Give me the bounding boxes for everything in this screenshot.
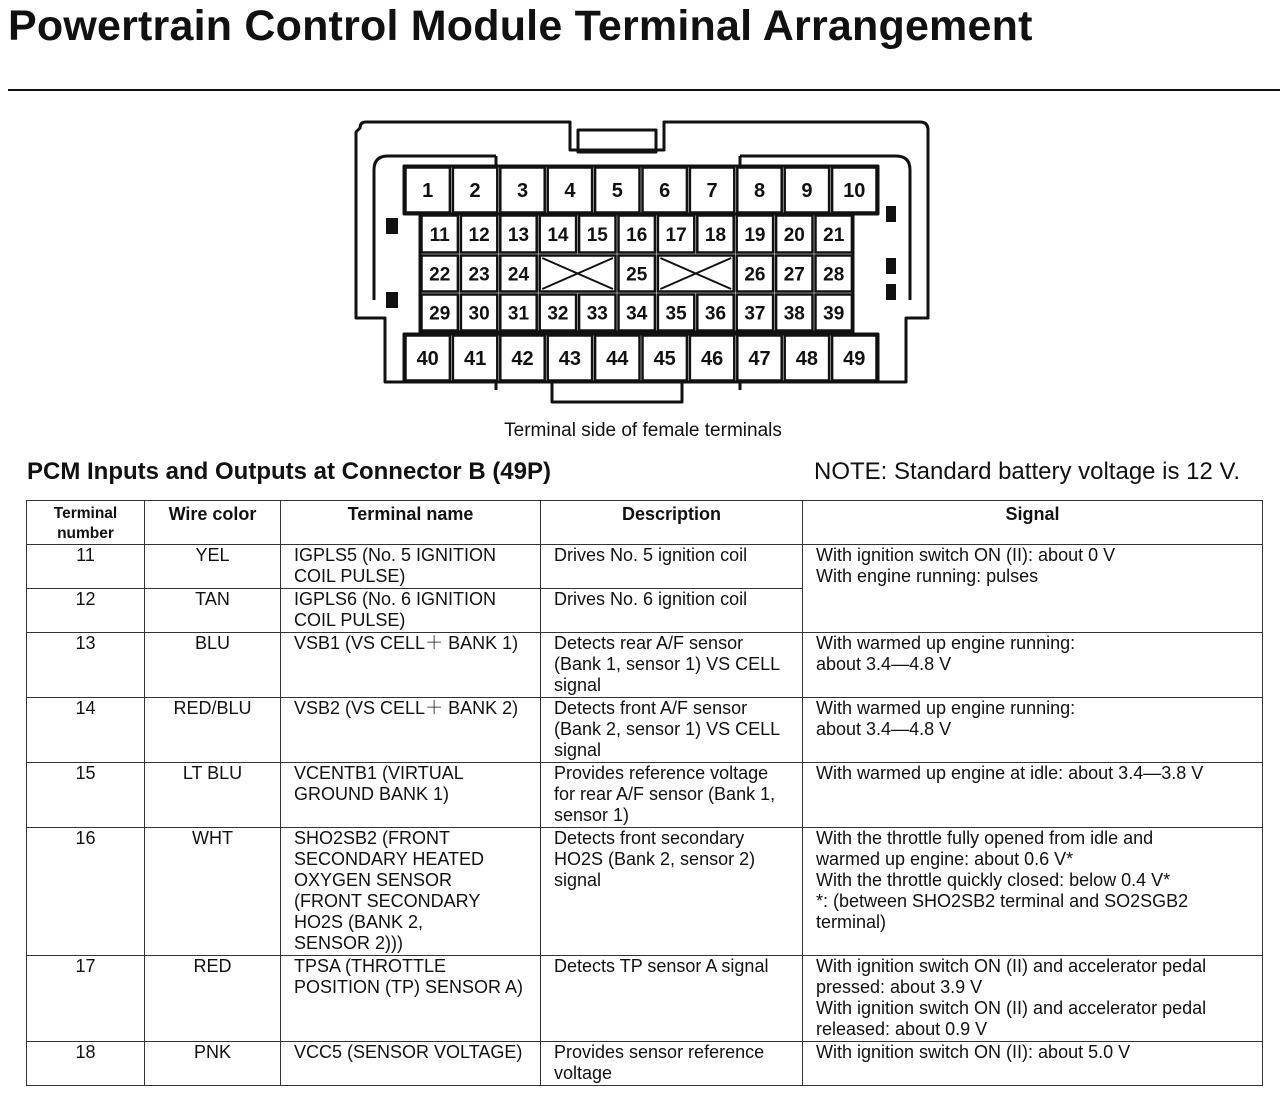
terminal-name: IGPLS6 (No. 6 IGNITION COIL PULSE) (281, 589, 541, 633)
table-row (27, 1042, 1263, 1086)
signal: With warmed up engine running: about 3.4—4.8 V (803, 633, 1263, 698)
terminal-number: 16 (27, 828, 145, 956)
wire-color: LT BLU (145, 763, 281, 828)
terminal-label: 41 (463, 348, 487, 371)
wire-color: BLU (145, 633, 281, 698)
terminal-name: IGPLS5 (No. 5 IGNITION COIL PULSE) (281, 545, 541, 589)
terminal-label: 25 (626, 264, 648, 286)
description: Detects front secondary HO2S (Bank 2, sensor 2) signal (541, 828, 803, 956)
terminal-number: 13 (27, 633, 145, 698)
terminal-label: 43 (558, 348, 582, 371)
terminal-label: 39 (823, 303, 845, 325)
terminal-label: 30 (468, 303, 490, 325)
table-row (27, 763, 1263, 828)
terminal-label: 9 (801, 180, 813, 203)
terminal-label: 38 (783, 303, 805, 325)
terminal-label: 13 (507, 224, 530, 246)
connector-caption: Terminal side of female terminals (504, 420, 782, 441)
terminal-label: 22 (429, 264, 451, 286)
terminal-label: 3 (516, 180, 529, 203)
terminal-label: 16 (626, 224, 648, 246)
terminal-label: 10 (843, 180, 866, 203)
terminal-label: 23 (468, 264, 490, 286)
table-row (27, 698, 1263, 763)
signal: With ignition switch ON (II) and accelerator pedal pressed: about 3.9 V With ignition switch ON (II) and accelerator pedal released: about 0.9 V (803, 956, 1263, 1042)
terminal-label: 12 (468, 224, 490, 246)
wire-color: RED (145, 956, 281, 1042)
signal: With warmed up engine at idle: about 3.4—3.8 V (803, 763, 1263, 828)
terminal-label: 11 (429, 224, 450, 246)
header-terminal-name: Terminal name (281, 501, 541, 545)
wire-color: TAN (145, 589, 281, 633)
table-row (27, 545, 1263, 589)
terminal-label: 20 (783, 224, 805, 246)
terminal-label: 6 (659, 180, 671, 203)
terminal-label: 44 (606, 348, 629, 371)
terminal-number: 14 (27, 698, 145, 763)
signal: With ignition switch ON (II): about 0 V With engine running: pulses (803, 545, 1263, 633)
terminal-name: TPSA (THROTTLE POSITION (TP) SENSOR A) (281, 956, 541, 1042)
terminal-label: 48 (795, 348, 819, 371)
terminal-number: 17 (27, 956, 145, 1042)
terminal-label: 27 (783, 264, 805, 286)
terminal-label: 15 (586, 224, 608, 246)
terminal-label: 35 (665, 303, 687, 325)
terminal-label: 37 (744, 303, 766, 325)
terminal-label: 17 (665, 224, 687, 246)
terminal-label: 40 (416, 348, 439, 371)
terminal-number: 11 (27, 545, 145, 589)
terminal-label: 18 (704, 224, 727, 246)
terminal-label: 49 (843, 348, 866, 371)
table-header-row (27, 501, 1263, 545)
terminal-label: 33 (586, 303, 608, 325)
terminal-label: 21 (823, 224, 845, 246)
terminal-label: 26 (744, 264, 766, 286)
signal: With the throttle fully opened from idle and warmed up engine: about 0.6 V* With the throttle quickly closed: below 0.4 V* *: (between SHO2SB2 terminal and SO2SGB2 terminal) (803, 828, 1263, 956)
header-wire-color: Wire color (145, 501, 281, 545)
signal: With warmed up engine running: about 3.4—4.8 V (803, 698, 1263, 763)
terminal-name: SHO2SB2 (FRONT SECONDARY HEATED OXYGEN SENSOR (FRONT SECONDARY HO2S (BANK 2, SENSOR 2))) (281, 828, 541, 956)
terminal-name: VCC5 (SENSOR VOLTAGE) (281, 1042, 541, 1086)
description: Drives No. 5 ignition coil (541, 545, 803, 589)
wire-color: PNK (145, 1042, 281, 1086)
table-row (27, 956, 1263, 1042)
wire-color: WHT (145, 828, 281, 956)
connector-diagram (0, 0, 1286, 420)
table-row (27, 828, 1263, 956)
terminal-cells (406, 168, 877, 381)
terminal-label: 7 (706, 180, 718, 203)
terminal-label: 47 (748, 348, 771, 371)
header-terminal-number: Terminal number (27, 501, 145, 545)
description: Detects TP sensor A signal (541, 956, 803, 1042)
section-title: PCM Inputs and Outputs at Connector B (49P) (27, 458, 552, 485)
voltage-note: NOTE: Standard battery voltage is 12 V. (814, 458, 1241, 485)
terminal-number: 12 (27, 589, 145, 633)
terminal-label: 1 (422, 180, 434, 203)
terminal-label: 14 (547, 224, 569, 246)
terminal-label: 24 (507, 264, 530, 286)
page-title: Powertrain Control Module Terminal Arrangement (8, 2, 1033, 50)
description: Drives No. 6 ignition coil (541, 589, 803, 633)
description: Detects front A/F sensor (Bank 2, sensor 1) VS CELL signal (541, 698, 803, 763)
terminal-label: 28 (823, 264, 845, 286)
terminal-name: VCENTB1 (VIRTUAL GROUND BANK 1) (281, 763, 541, 828)
terminal-label: 5 (611, 180, 623, 203)
header-description: Description (541, 501, 803, 545)
terminal-label: 32 (547, 303, 569, 325)
terminal-label: 45 (653, 348, 676, 371)
wire-color: YEL (145, 545, 281, 589)
terminal-label: 34 (626, 303, 648, 325)
terminal-label: 42 (511, 348, 534, 371)
terminal-name: VSB2 (VS CELL＋ BANK 2) (281, 698, 541, 763)
pinout-table (26, 500, 1263, 1086)
terminal-label: 36 (704, 303, 727, 325)
description: Detects rear A/F sensor (Bank 1, sensor 1) VS CELL signal (541, 633, 803, 698)
terminal-label: 8 (753, 180, 766, 203)
terminal-label: 31 (507, 303, 530, 325)
signal: With ignition switch ON (II): about 5.0 V (803, 1042, 1263, 1086)
terminal-number: 15 (27, 763, 145, 828)
table-row (27, 633, 1263, 698)
description: Provides sensor reference voltage (541, 1042, 803, 1086)
terminal-number: 18 (27, 1042, 145, 1086)
wire-color: RED/BLU (145, 698, 281, 763)
terminal-name: VSB1 (VS CELL＋ BANK 1) (281, 633, 541, 698)
description: Provides reference voltage for rear A/F sensor (Bank 1, sensor 1) (541, 763, 803, 828)
header-signal: Signal (803, 501, 1263, 545)
terminal-label: 19 (744, 224, 766, 246)
terminal-label: 4 (564, 180, 576, 203)
terminal-label: 46 (700, 348, 724, 371)
terminal-label: 2 (469, 180, 481, 203)
terminal-label: 29 (429, 303, 451, 325)
